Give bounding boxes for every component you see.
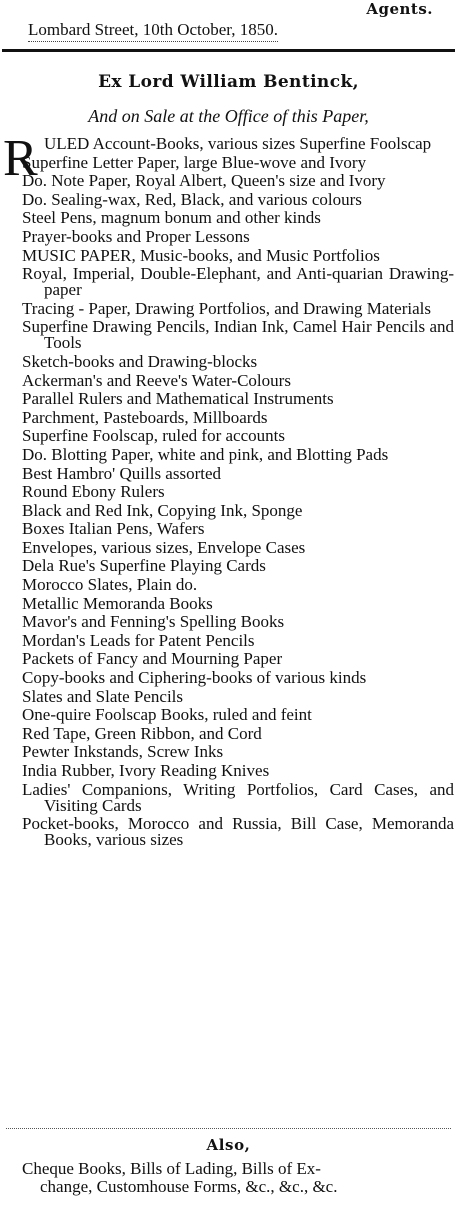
list-item: Ladies' Companions, Writing Portfolios, Card Cases, and Visiting Cards bbox=[22, 779, 454, 815]
closing-paragraph bbox=[0, 1160, 457, 1196]
list-item: One-quire Foolscap Books, ruled and feint bbox=[22, 705, 312, 725]
list-item: Copy-books and Ciphering-books of various kinds bbox=[22, 668, 367, 688]
list-item: Best Hambro' Quills assorted bbox=[22, 463, 222, 483]
also-heading: Also, bbox=[206, 1136, 251, 1154]
notice-heading: Ex Lord William Bentinck, bbox=[98, 72, 359, 92]
notice-subheading: And on Sale at the Office of this Paper, bbox=[88, 106, 369, 126]
closing-line-1: Cheque Books, Bills of Lading, Bills of Ex- bbox=[22, 1159, 321, 1178]
item-list bbox=[0, 130, 457, 850]
list-item: Metallic Memoranda Books bbox=[22, 593, 213, 613]
list-item: Ackerman's and Reeve's Water-Colours bbox=[22, 370, 291, 390]
list-item: Dela Rue's Superfine Playing Cards bbox=[22, 556, 266, 576]
list-item: Boxes Italian Pens, Wafers bbox=[22, 519, 205, 539]
list-item: Mavor's and Fenning's Spelling Books bbox=[22, 612, 285, 632]
list-item: Tracing - Paper, Drawing Portfolios, and Drawing Materials bbox=[22, 298, 431, 318]
list-item: Mordan's Leads for Patent Pencils bbox=[22, 630, 255, 650]
list-item-text: ULED Account-Books, various sizes Superfine Foolscap bbox=[44, 134, 432, 153]
dateline: Lombard Street, 10th October, 1850. bbox=[28, 20, 278, 42]
list-item: Superfine Foolscap, ruled for accounts bbox=[22, 426, 285, 446]
list-item: Pocket-books, Morocco and Russia, Bill Case, Memoranda Books, various sizes bbox=[22, 814, 454, 850]
list-item: MUSIC PAPER, Music-books, and Music Portfolios bbox=[22, 245, 380, 265]
dotted-separator bbox=[6, 1128, 451, 1129]
list-item: Morocco Slates, Plain do. bbox=[22, 575, 198, 595]
list-item: Prayer-books and Proper Lessons bbox=[22, 226, 250, 246]
list-item: Steel Pens, magnum bonum and other kinds bbox=[22, 208, 321, 228]
list-item: Superfine Letter Paper, large Blue-wove and Ivory bbox=[22, 152, 367, 172]
list-item: Pewter Inkstands, Screw Inks bbox=[22, 742, 224, 762]
list-item: Do. Sealing-wax, Red, Black, and various colours bbox=[22, 189, 362, 209]
drop-cap: R bbox=[3, 130, 38, 187]
agents-heading: Agents. bbox=[366, 0, 433, 18]
divider-rule bbox=[2, 49, 455, 52]
list-item: Round Ebony Rulers bbox=[22, 482, 165, 502]
list-item: Royal, Imperial, Double-Elephant, and Anti-quarian Drawing-paper bbox=[22, 264, 454, 300]
list-item: Parallel Rulers and Mathematical Instruments bbox=[22, 389, 334, 409]
list-item: Red Tape, Green Ribbon, and Cord bbox=[22, 723, 262, 743]
list-item: Slates and Slate Pencils bbox=[22, 686, 184, 706]
list-item: Do. Note Paper, Royal Albert, Queen's size and Ivory bbox=[22, 171, 386, 191]
list-item: Parchment, Pasteboards, Millboards bbox=[22, 407, 268, 427]
list-item: Superfine Drawing Pencils, Indian Ink, Camel Hair Pencils and Tools bbox=[22, 317, 454, 353]
closing-line-2: change, Customhouse Forms, &c., &c., &c. bbox=[40, 1177, 338, 1196]
list-item: Envelopes, various sizes, Envelope Cases bbox=[22, 537, 306, 557]
list-item: Black and Red Ink, Copying Ink, Sponge bbox=[22, 500, 303, 520]
list-item: India Rubber, Ivory Reading Knives bbox=[22, 761, 270, 780]
list-item: Do. Blotting Paper, white and pink, and Blotting Pads bbox=[22, 444, 389, 464]
list-item: Packets of Fancy and Mourning Paper bbox=[22, 649, 283, 669]
list-item: Sketch-books and Drawing-blocks bbox=[22, 351, 258, 371]
